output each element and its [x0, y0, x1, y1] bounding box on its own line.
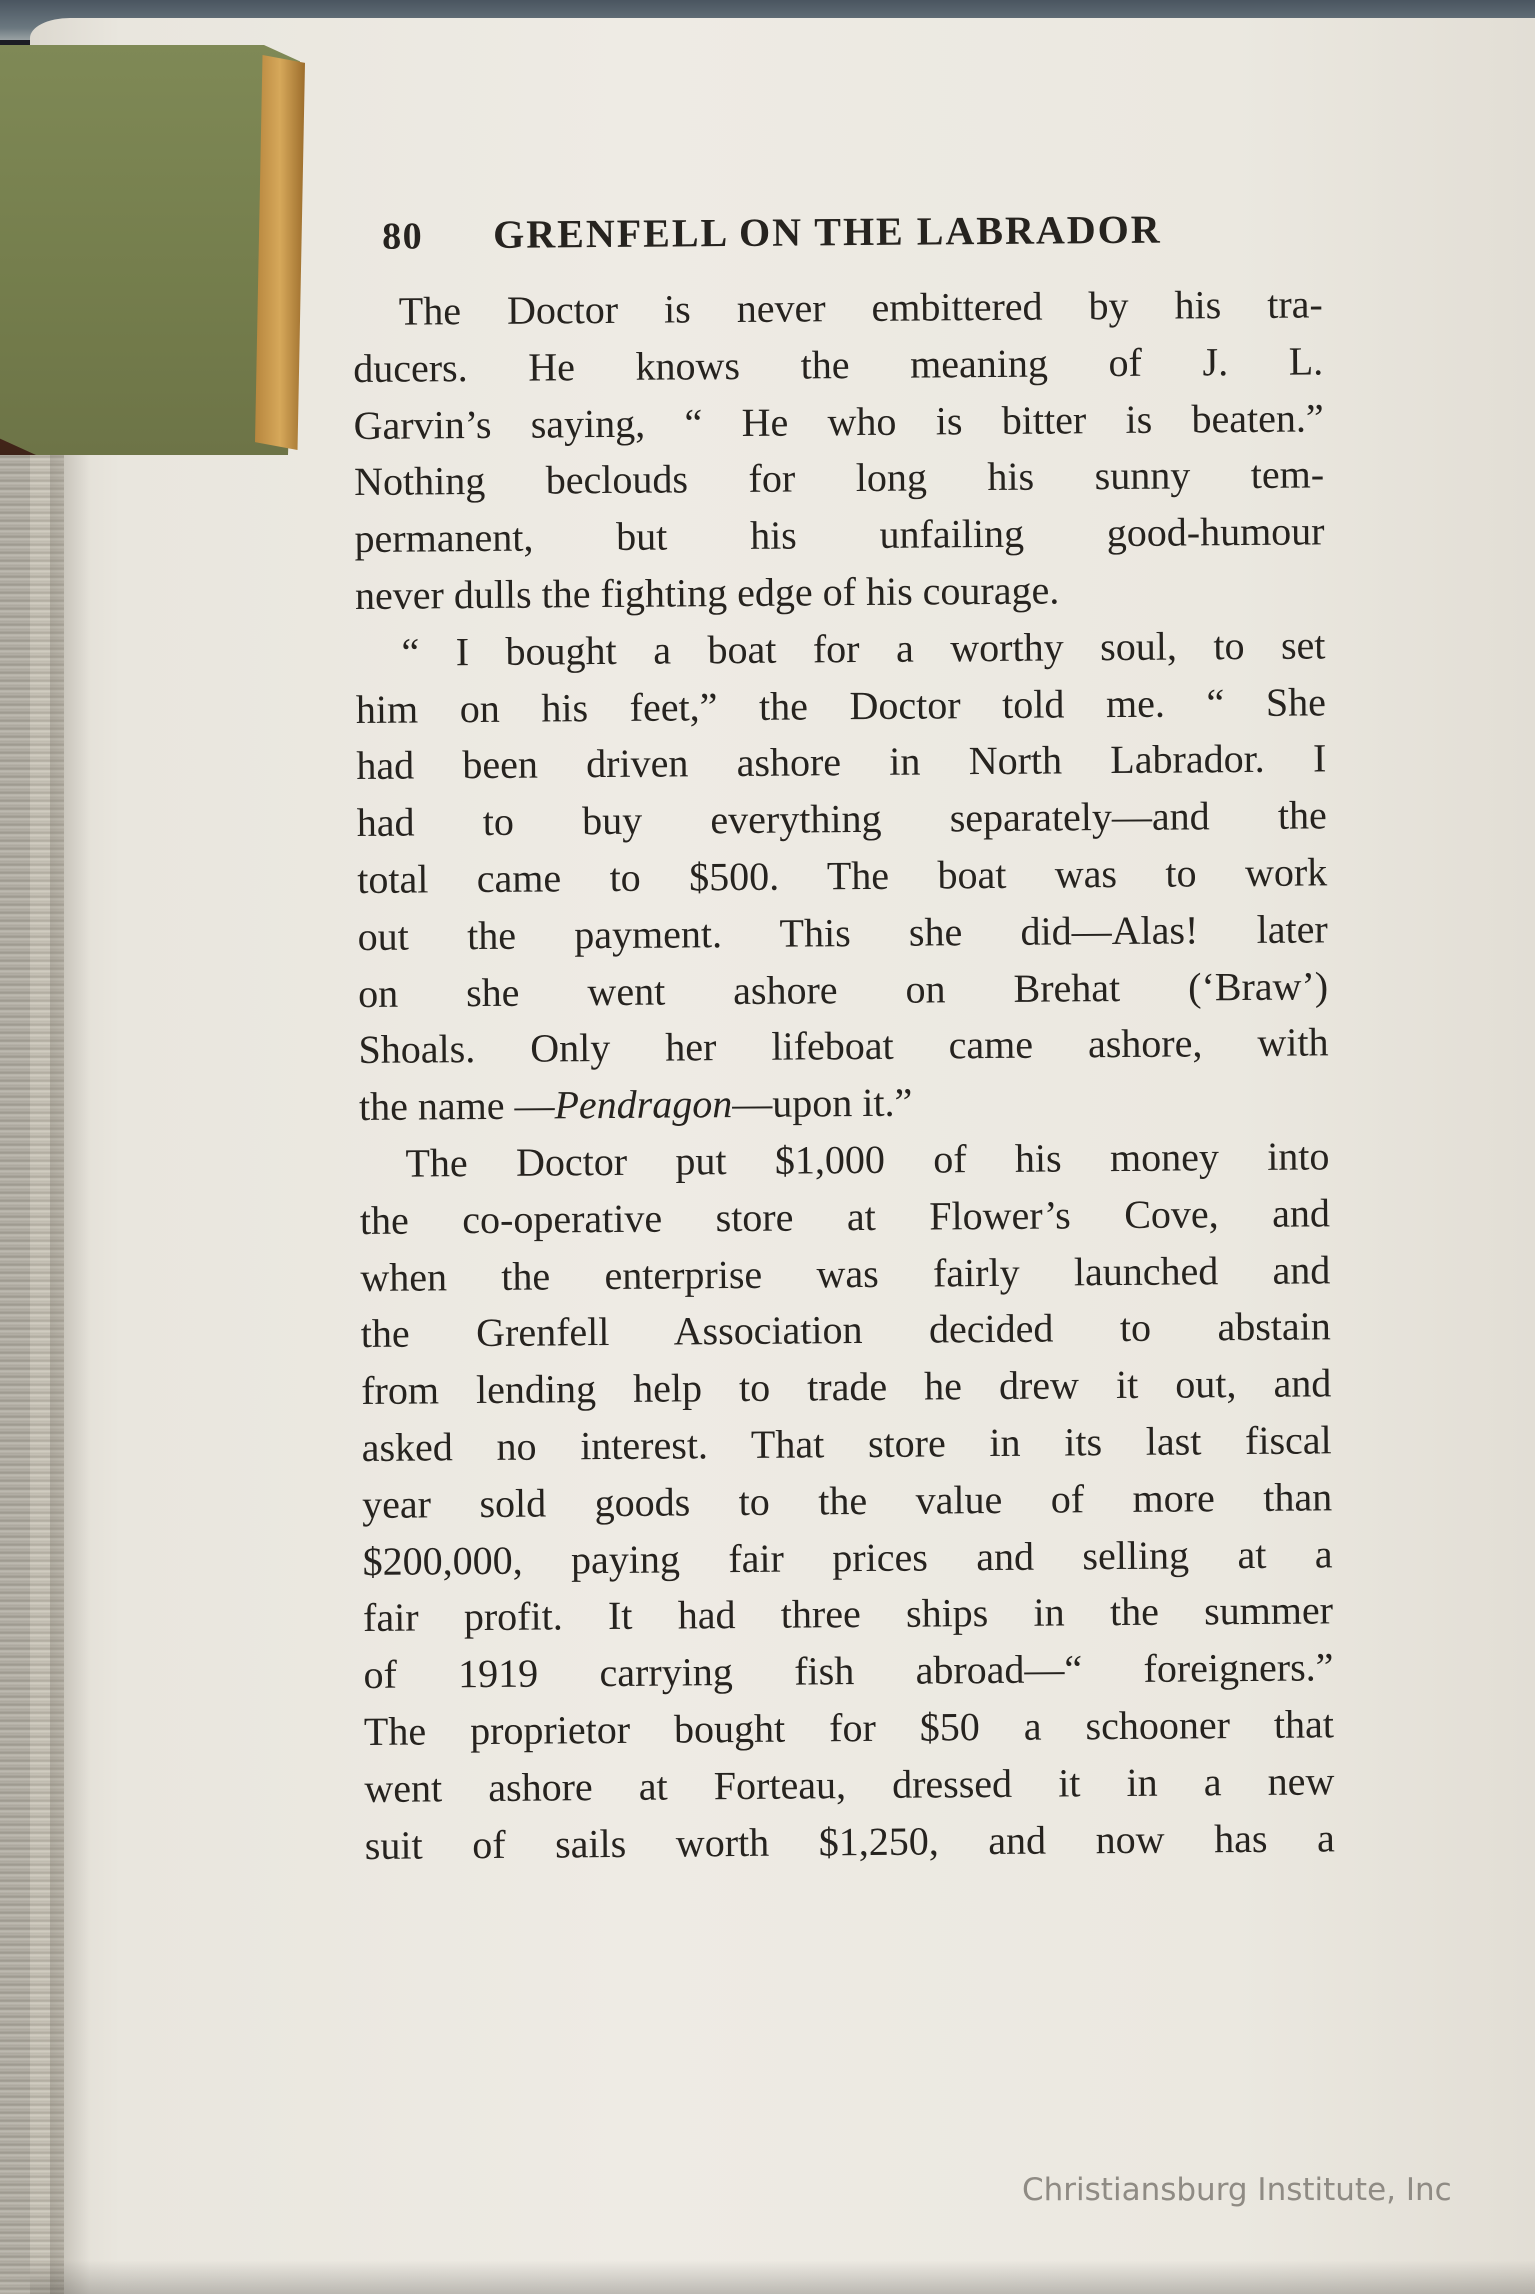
- running-head: [382, 204, 1322, 267]
- text-line: when the enterprise was fairly launched and: [360, 1246, 1331, 1300]
- text-line: went ashore at Forteau, dressed it in a new: [364, 1758, 1335, 1811]
- text-line: The Doctor is never embittered by his tra-: [398, 281, 1323, 334]
- text-line: from lending help to trade he drew it out, and: [361, 1360, 1332, 1414]
- text-line: $200,000, paying fair prices and selling at a: [362, 1530, 1333, 1584]
- book-title: GRENFELL ON THE LABRADOR: [493, 206, 1162, 257]
- text-line: the co-operative store at Flower’s Cove, and: [359, 1190, 1331, 1243]
- watermark: Christiansburg Institute, Inc: [1022, 2172, 1452, 2208]
- text-fragment: the name —: [358, 1082, 555, 1130]
- text-line: permanent, but his unfailing good-humour: [354, 508, 1325, 562]
- text-line: suit of sails worth $1,250, and now has a: [364, 1814, 1335, 1868]
- text-line: “ I bought a boat for a worthy soul, to set: [401, 622, 1326, 675]
- paragraph-3: [359, 1128, 1335, 1874]
- page-number: 80: [382, 215, 424, 258]
- italic-ship-name: Pendragon: [554, 1081, 733, 1128]
- text-line: never dulls the fighting edge of his courage.: [354, 567, 1060, 618]
- text-line: had to buy everything separately—and the: [356, 792, 1327, 846]
- text-line: asked no interest. That store in its last fiscal: [361, 1417, 1332, 1470]
- paragraph-2: [355, 617, 1329, 1136]
- text-line: The Doctor put $1,000 of his money into: [405, 1133, 1330, 1186]
- text-line: the Grenfell Association decided to abstain: [360, 1303, 1331, 1357]
- text-line: Garvin’s saying, “ He who is bitter is beaten.”: [353, 394, 1324, 448]
- text-fragment: —upon it.”: [732, 1079, 913, 1127]
- gutter-shadow: [50, 430, 90, 2294]
- paragraph-1: [353, 276, 1326, 624]
- text-line: Shoals. Only her lifeboat came ashore, with: [358, 1019, 1329, 1073]
- page-text: [352, 204, 1335, 1874]
- text-line: Nothing beclouds for long his sunny tem-: [353, 451, 1325, 505]
- text-line: of 1919 carrying fish abroad—“ foreigners.”: [363, 1644, 1334, 1698]
- text-line: fair profit. It had three ships in the summer: [362, 1587, 1334, 1641]
- page-bottom-shadow: [30, 2260, 1535, 2294]
- cloth-cover-flap: [0, 45, 300, 455]
- text-line: had been driven ashore in North Labrador. I: [356, 735, 1327, 789]
- text-line: total came to $500. The boat was to work: [357, 849, 1328, 902]
- text-line: The proprietor bought for $50 a schooner that: [363, 1701, 1335, 1754]
- text-line: [359, 1072, 1329, 1136]
- text-line: year sold goods to the value of more than: [361, 1474, 1333, 1527]
- text-line: him on his feet,” the Doctor told me. “ She: [355, 678, 1327, 732]
- cover-flap-edge: [255, 55, 305, 450]
- text-line: ducers. He knows the meaning of J. L.: [353, 338, 1324, 391]
- text-line: on she went ashore on Brehat (‘Braw’): [357, 962, 1329, 1016]
- text-line: out the payment. This she did—Alas! later: [357, 906, 1328, 959]
